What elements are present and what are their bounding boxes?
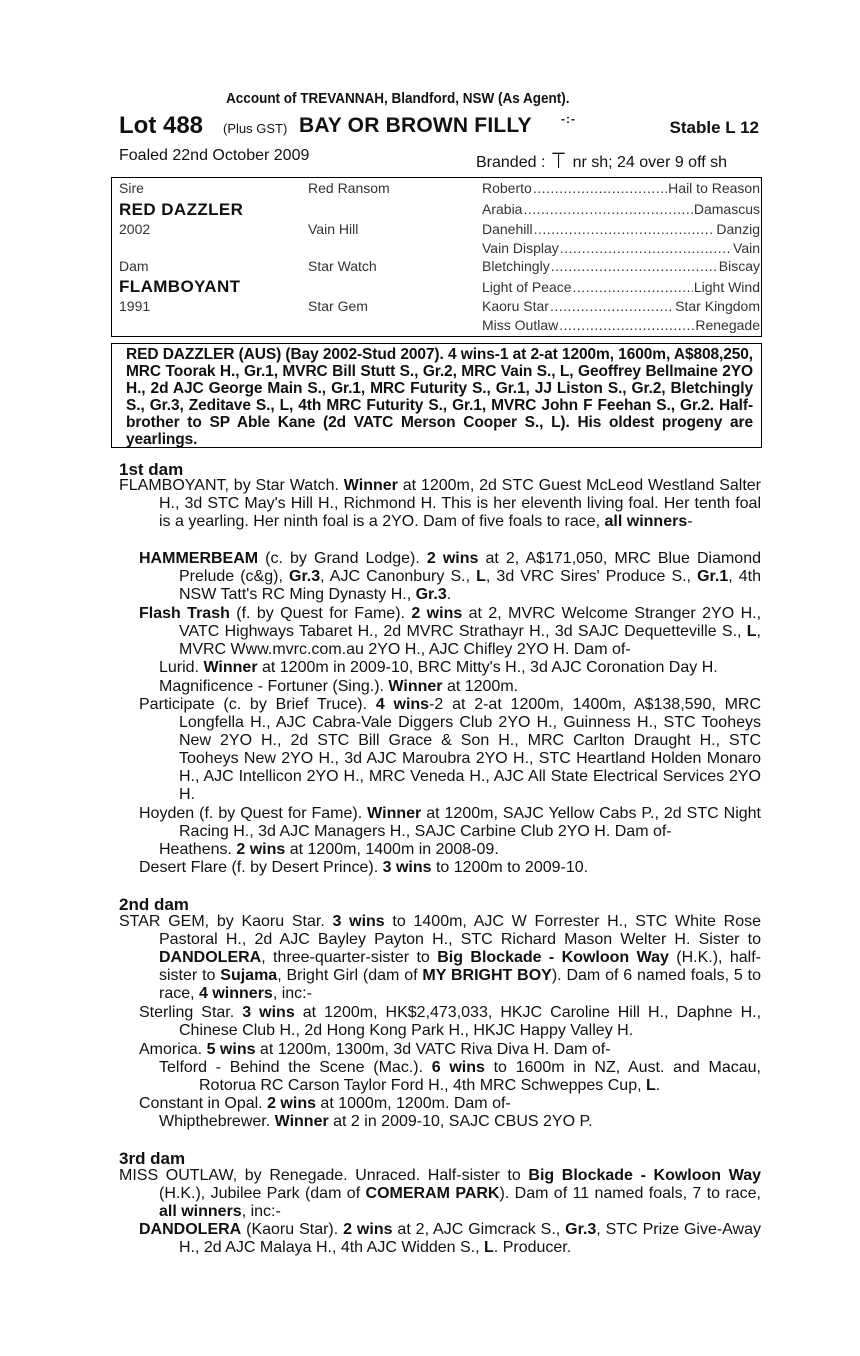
dam-dam: Star Gem [308, 298, 368, 314]
gg-right: Damascus [693, 201, 760, 217]
gg-left: Roberto [482, 180, 532, 196]
sire-summary-box [111, 343, 762, 448]
branded-info [476, 147, 727, 173]
grandparent-row [482, 298, 760, 314]
stable-number: Stable L 12 [669, 118, 759, 137]
dam-label: Dam [119, 258, 149, 274]
gg-left: Light of Peace [482, 279, 572, 295]
second-dam-heading: 2nd dam [119, 895, 189, 914]
sire-label: Sire [119, 180, 144, 196]
grandparent-row [482, 240, 760, 256]
gg-right: Renegade [695, 317, 760, 333]
lot-number: Lot 488 [119, 112, 204, 139]
gg-left: Danehill [482, 221, 533, 237]
third-dam-heading: 3rd dam [119, 1149, 186, 1168]
lot-line [119, 112, 764, 140]
vendor-account: Account of TREVANNAH, Blandford, NSW (As Agent). [226, 90, 570, 107]
sire-sire: Red Ransom [308, 180, 390, 196]
gg-right: Danzig [716, 221, 760, 237]
horse-description: BAY OR BROWN FILLY [299, 114, 532, 137]
gg-left: Vain Display [482, 240, 559, 256]
progeny-heathens: Heathens. 2 wins at 1200m, 1400m in 2008-09. [159, 841, 499, 858]
gg-right: Star Kingdom [675, 298, 760, 314]
gg-left: Arabia [482, 201, 523, 217]
progeny-sterling-star: Sterling Star. 3 wins at 1200m, HK$2,473,033, HKJC Caroline Hill H., Daphne H., Chinese Club H., 2d Hong Kong Park H., HKJC Happy Valley H. [139, 1004, 762, 1039]
leader-dots [551, 258, 718, 274]
foaled-date: Foaled 22nd October 2009 [119, 147, 310, 164]
dam-name: FLAMBOYANT [119, 277, 241, 296]
progeny-constant-in-opal: Constant in Opal. 2 wins at 1000m, 1200m. Dam of- [139, 1095, 511, 1112]
gg-left: Kaoru Star [482, 298, 549, 314]
sire-summary: RED DAZZLER (AUS) (Bay 2002-Stud 2007). 4 wins-1 at 2-at 1200m, 1600m, A$808,250, MRC Toorak H., Gr.1, MVRC Bill Stutt S., Gr.2, MRC Vain S., L, Geoffrey Bellmaine 2YO H., 2d AJC George Main S., Gr.1, MRC Futurity S., Gr.1, JJ Liston S., Gr.2, Bletchingly S., Gr.3, Zeditave S., L, 4th MRC Futurity S., Gr.1, MVRC John F Feehan S., Gr.2. Half-brother to SP Able Kane (2d VATC Merson Cooper S., L). His oldest progeny are yearlings. [126, 346, 753, 448]
first-dam-heading: 1st dam [119, 460, 184, 479]
progeny-participate: Participate (c. by Brief Truce). 4 wins-2 at 2-at 1200m, 1400m, A$138,590, MRC Longfella H., AJC Cabra-Vale Diggers Club 2YO H., Guinness H., STC Tooheys New 2YO H., 2d STC Bill Grace & Son H., MRC Carlton Draught H., STC Tooheys New 2YO H., 3d AJC Maroubra 2YO H., STC Heartland Holden Monaro H., AJC Intellicon 2YO H., MRC Veneda H., AJC All State Electrical Services 2YO H. [139, 696, 762, 803]
progeny-dandolera: DANDOLERA (Kaoru Star). 2 wins at 2, AJC Gimcrack S., Gr.3, STC Prize Give-Away H., 2d AJC Malaya H., 4th AJC Widden S., L. Producer. [139, 1221, 762, 1256]
third-dam-intro: MISS OUTLAW, by Renegade. Unraced. Half-sister to Big Blockade - Kowloon Way (H.K.), Jubilee Park (dam of COMERAM PARK). Dam of 11 named foals, 7 to race, all winners, inc:- [119, 1167, 762, 1220]
branded-detail: nr sh; 24 over 9 off sh [572, 154, 728, 171]
progeny-magnificence: Magnificence - Fortuner (Sing.). Winner at 1200m. [159, 678, 519, 695]
dam-sire: Star Watch [308, 258, 377, 274]
progeny-hoyden: Hoyden (f. by Quest for Fame). Winner at 1200m, SAJC Yellow Cabs P., 2d STC Night Racing H., 3d AJC Managers H., SAJC Carbine Club 2YO H. Dam of- [139, 805, 761, 840]
grandparent-row [482, 317, 760, 333]
sire-year: 2002 [119, 221, 151, 237]
gg-right: Light Wind [693, 279, 760, 295]
leader-dots [523, 201, 692, 217]
grandparent-row [482, 180, 760, 196]
branded-label: Branded : [476, 154, 546, 171]
grandparent-row [482, 221, 760, 237]
leader-dots [560, 240, 732, 256]
progeny-flash-trash: Flash Trash (f. by Quest for Fame). 2 wins at 2, MVRC Welcome Stranger 2YO H., VATC Highways Tabaret H., 2d MVRC Strathayr H., 3d SAJC Dequetteville S., L, MVRC Www.mvrc.com.au 2YO H., AJC Chifley 2YO H. Dam of- [139, 605, 762, 658]
progeny-hammerbeam: HAMMERBEAM (c. by Grand Lodge). 2 wins at 2, A$171,050, MRC Blue Diamond Prelude (c&g), Gr.3, AJC Canonbury S., L, 3d VRC Sires' Produce S., Gr.1, 4th NSW Tatt's RC Ming Dynasty H., Gr.3. [139, 550, 762, 603]
second-dam-intro: STAR GEM, by Kaoru Star. 3 wins to 1400m, AJC W Forrester H., STC White Rose Pastoral H., 2d AJC Bayley Payton H., STC Richard Mason Welter H. Sister to DANDOLERA, three-quarter-sister to Big Blockade - Kowloon Way (H.K.), half-sister to Sujama, Bright Girl (dam of MY BRIGHT BOY). Dam of 6 named foals, 5 to race, 4 winners, inc:- [119, 913, 762, 1002]
brand-overmark: -:- [561, 112, 576, 126]
gg-right: Vain [733, 240, 760, 256]
pedigree-table [111, 177, 762, 337]
plus-gst-note: (Plus GST) [223, 121, 288, 136]
leader-dots [534, 221, 716, 237]
grandparent-row [482, 258, 760, 274]
grandparent-row [482, 279, 760, 295]
leader-dots [550, 298, 674, 314]
progeny-amorica: Amorica. 5 wins at 1200m, 1300m, 3d VATC Riva Diva H. Dam of- [139, 1041, 611, 1058]
gg-left: Miss Outlaw [482, 317, 559, 333]
first-dam-intro: FLAMBOYANT, by Star Watch. Winner at 1200m, 2d STC Guest McLeod Westland Salter H., 3d STC May's Hill H., Richmond H. This is her eleventh living foal. Her tenth foal is a yearling. Her ninth foal is a 2YO. Dam of five foals to race, all winners- [119, 477, 761, 530]
sire-dam: Vain Hill [308, 221, 359, 237]
gg-right: Hail to Reason [668, 180, 760, 196]
gg-right: Biscay [718, 258, 760, 274]
leader-dots [533, 180, 667, 196]
dam-year: 1991 [119, 298, 151, 314]
progeny-whipthebrewer: Whipthebrewer. Winner at 2 in 2009-10, SAJC CBUS 2YO P. [159, 1113, 593, 1130]
progeny-desert-flare: Desert Flare (f. by Desert Prince). 3 wins to 1200m to 2009-10. [139, 859, 589, 876]
brand-icon: ⊤ [551, 148, 567, 173]
grandparent-row [482, 201, 760, 217]
leader-dots [573, 279, 693, 295]
sire-name: RED DAZZLER [119, 200, 244, 219]
leader-dots [559, 317, 694, 333]
progeny-lurid: Lurid. Winner at 1200m in 2009-10, BRC Mitty's H., 3d AJC Coronation Day H. [159, 659, 718, 676]
progeny-telford: Telford - Behind the Scene (Mac.). 6 wins to 1600m in NZ, Aust. and Macau, Rotorua RC Carson Taylor Ford H., 4th MRC Schweppes Cup, L. [159, 1059, 761, 1094]
gg-left: Bletchingly [482, 258, 550, 274]
